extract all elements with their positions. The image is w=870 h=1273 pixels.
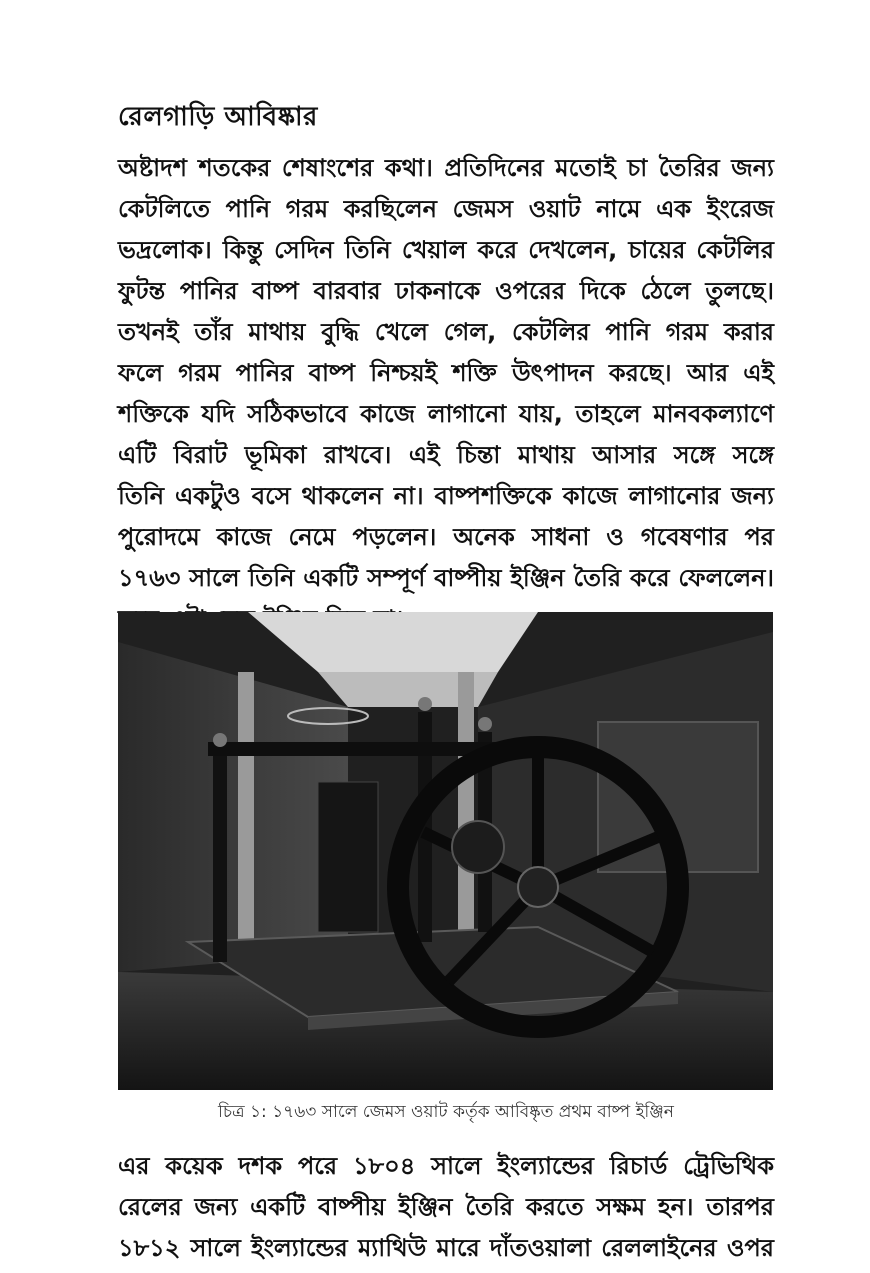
section-heading: রেলগাড়ি আবিষ্কার <box>118 102 318 132</box>
text-line: অষ্টাদশ শতকের শেষাংশের কথা। প্রতিদিনের মতোই চা তৈরির জন্য <box>118 154 774 182</box>
text-line: তিনি একটুও বসে থাকলেন না। বাষ্পশক্তিকে কাজে লাগানোর জন্য <box>118 482 774 510</box>
text-line: ১৮১২ সালে ইংল্যান্ডের ম্যাথিউ মারে দাঁতওয়ালা রেললাইনের ওপর <box>118 1234 774 1262</box>
text-line: কেটলিতে পানি গরম করছিলেন জেমস ওয়াট নামে এক ইংরেজ <box>118 195 774 223</box>
paragraph-2 <box>118 1146 774 1269</box>
text-line: পুরোদমে কাজে নেমে পড়লেন। অনেক সাধনা ও গবেষণার পর <box>118 523 774 551</box>
text-line: ফুটন্ত পানির বাষ্প বারবার ঢাকনাকে ওপরের দিকে ঠেলে তুলছে। <box>118 277 774 305</box>
text-line: এর কয়েক দশক পরে ১৮০৪ সালে ইংল্যান্ডের রিচার্ড ট্রেভিথিক <box>118 1152 774 1180</box>
text-line: শক্তিকে যদি সঠিকভাবে কাজে লাগানো যায়, তাহলে মানবকল্যাণে <box>118 400 774 428</box>
figure-caption: চিত্র ১: ১৭৬৩ সালে জেমস ওয়াট কর্তৃক আবিষ্কৃত প্রথম বাষ্প ইঞ্জিন <box>218 1102 674 1122</box>
steam-engine-photo <box>118 612 773 1090</box>
text-line: ভদ্রলোক। কিন্তু সেদিন তিনি খেয়াল করে দেখলেন, চায়ের কেটলির <box>118 236 774 264</box>
text-line: ফলে গরম পানির বাষ্প নিশ্চয়ই শক্তি উৎপাদন করছে। আর এই <box>118 359 774 387</box>
text-line: তখনই তাঁর মাথায় বুদ্ধি খেলে গেল, কেটলির পানি গরম করার <box>118 318 774 346</box>
text-line: রেলের জন্য একটি বাষ্পীয় ইঞ্জিন তৈরি করতে সক্ষম হন। তারপর <box>118 1193 774 1221</box>
paragraph-1 <box>118 148 774 640</box>
text-line: এটি বিরাট ভূমিকা রাখবে। এই চিন্তা মাথায় আসার সঙ্গে সঙ্গে <box>118 441 774 469</box>
steam-engine-illustration <box>118 612 773 1090</box>
text-line: ১৭৬৩ সালে তিনি একটি সম্পূর্ণ বাষ্পীয় ইঞ্জিন তৈরি করে ফেললেন। <box>118 564 774 592</box>
